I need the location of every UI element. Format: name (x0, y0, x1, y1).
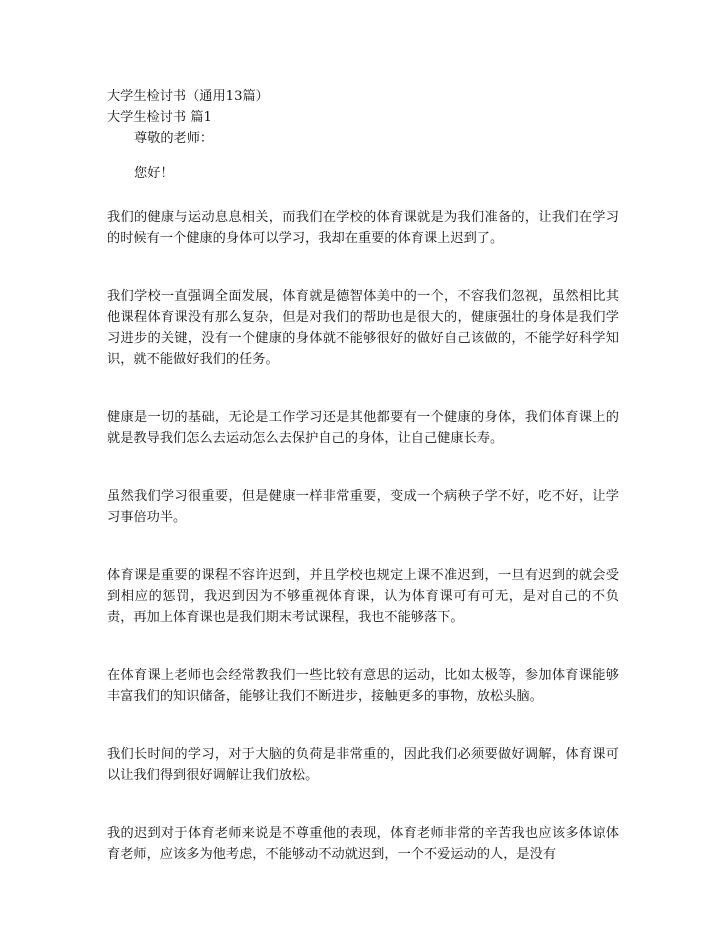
paragraph-5: 体育课是重要的课程不容许迟到，并且学校也规定上课不准迟到，一旦有迟到的就会受到相应的惩罚，我迟到因为不够重视体育课，认为体育课可有可无，是对自己的不负责，再加上体育课也是我们期末考试课程，我也不能够落下。 (107, 568, 619, 625)
greeting: 您好！ (134, 166, 174, 181)
document-subtitle: 大学生检讨书 篇1 (107, 110, 212, 125)
document-body (107, 86, 619, 865)
paragraph-4: 虽然我们学习很重要，但是健康一样非常重要，变成一个病秧子学不好，吃不好，让学习事倍功半。 (107, 489, 619, 525)
salutation: 尊敬的老师： (134, 131, 214, 146)
document-title: 大学生检讨书（通用13篇） (107, 89, 269, 104)
paragraph-2: 我们学校一直强调全面发展，体育就是德智体美中的一个，不容我们忽视，虽然相比其他课程体育课没有那么复杂，但是对我们的帮助也是很大的，健康强壮的身体是我们学习进步的关键，没有一个健康的身体就不能够很好的做好自己该做的，不能学好科学知识，就不能做好我们的任务。 (107, 289, 619, 367)
paragraph-8: 我的迟到对于体育老师来说是不尊重他的表现，体育老师非常的辛苦我也应该多体谅体育老师，应该多为他考虑，不能够动不动就迟到，一个不爱运动的人，是没有 (107, 826, 619, 862)
paragraph-6: 在体育课上老师也会经常教我们一些比较有意思的运动，比如太极等，参加体育课能够丰富我们的知识储备，能够让我们不断进步，接触更多的事物，放松头脑。 (107, 668, 619, 704)
paragraph-1: 我们的健康与运动息息相关，而我们在学校的体育课就是为我们准备的，让我们在学习的时候有一个健康的身体可以学习，我却在重要的体育课上迟到了。 (107, 210, 619, 246)
paragraph-3: 健康是一切的基础，无论是工作学习还是其他都要有一个健康的身体，我们体育课上的就是教导我们怎么去运动怎么去保护自己的身体，让自己健康长寿。 (107, 410, 619, 446)
paragraph-7: 我们长时间的学习，对于大脑的负荷是非常重的，因此我们必须要做好调解，体育课可以让我们得到很好调解让我们放松。 (107, 747, 619, 783)
